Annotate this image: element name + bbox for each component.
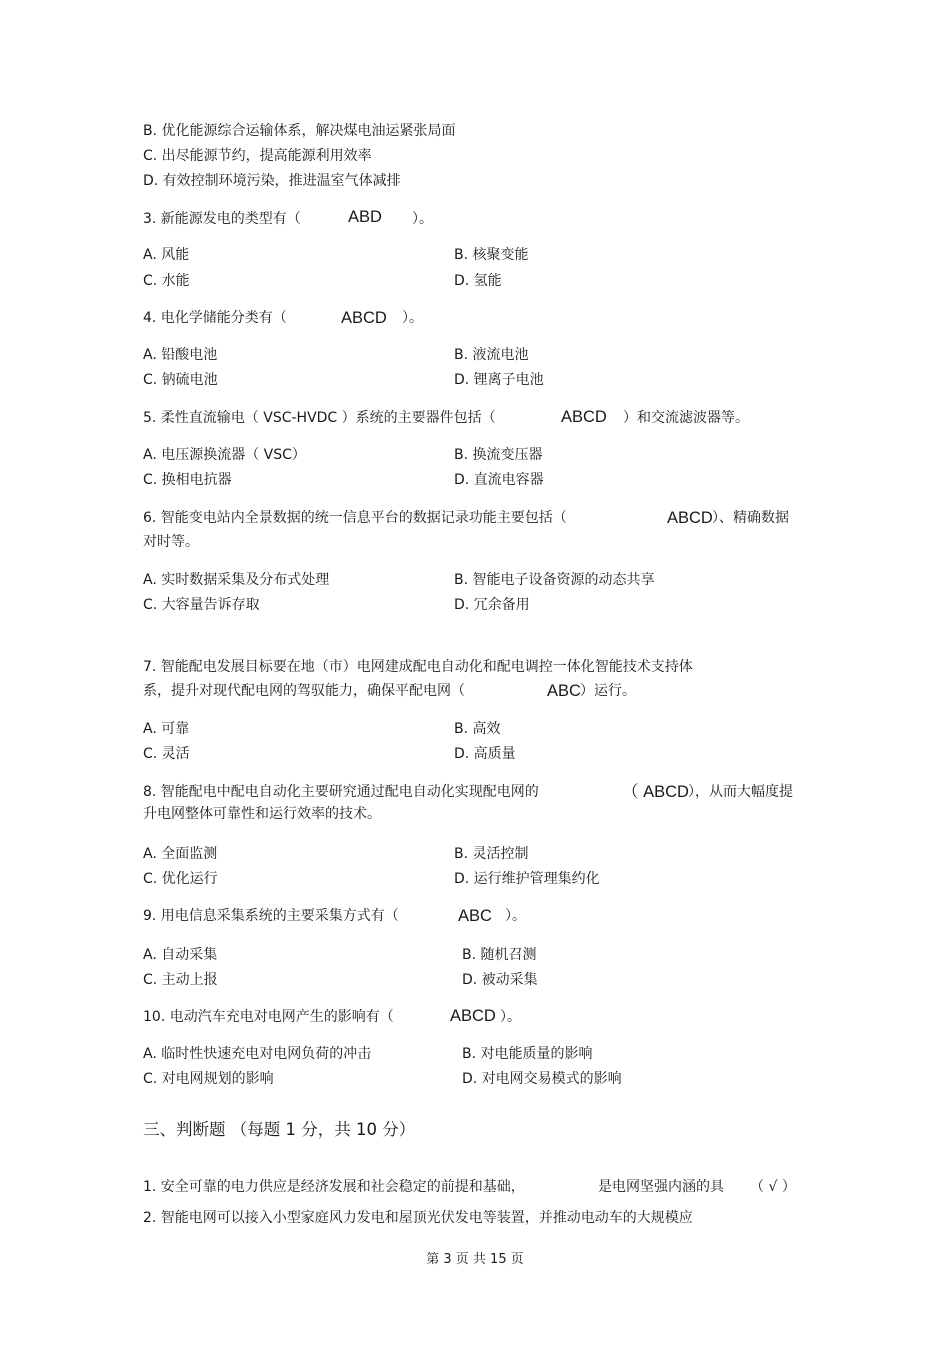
q5-stem: 5. 柔性直流输电（ VSC-HVDC ）系统的主要器件包括（ — [143, 410, 496, 426]
q4-option-a: A. 铅酸电池 — [143, 347, 218, 363]
q7-stem-line1: 7. 智能配电发展目标要在地（市）电网建成配电自动化和配电调控一体化智能技术支持体 — [143, 659, 693, 675]
q2-option-d: D. 有效控制环境污染，推进温室气体减排 — [143, 173, 401, 189]
q5-option-d: D. 直流电容器 — [454, 472, 544, 488]
q4-option-c: C. 钠硫电池 — [143, 372, 218, 388]
section-heading-judgement: 三、判断题 （每题 1 分，共 10 分） — [143, 1120, 416, 1139]
q8-option-a: A. 全面监测 — [143, 846, 218, 862]
q7-option-d: D. 高质量 — [454, 746, 516, 762]
q4-stem: 4. 电化学储能分类有（ — [143, 310, 287, 326]
q5-stem-end: ）和交流滤波器等。 — [623, 410, 749, 426]
q6-option-c: C. 大容量告诉存取 — [143, 597, 260, 613]
q8-answer: （ ABCD — [622, 783, 689, 801]
page-footer: 第 3 页 共 15 页 — [426, 1252, 524, 1267]
q10-option-c: C. 对电网规划的影响 — [143, 1071, 274, 1087]
q8-option-c: C. 优化运行 — [143, 871, 218, 887]
q7-stem-line2: 系，提升对现代配电网的驾驭能力，确保平配电网（ — [143, 683, 465, 699]
q5-option-b: B. 换流变压器 — [454, 447, 543, 463]
q7-option-c: C. 灵活 — [143, 746, 190, 762]
q10-option-a: A. 临时性快速充电对电网负荷的冲击 — [143, 1046, 372, 1062]
q10-answer: ABCD — [450, 1007, 496, 1025]
q3-option-c: C. 水能 — [143, 273, 190, 289]
q3-stem: 3. 新能源发电的类型有（ — [143, 211, 301, 227]
q9-option-d: D. 被动采集 — [462, 972, 538, 988]
q8-stem-line1: 8. 智能配电中配电自动化主要研究通过配电自动化实现配电网的 — [143, 784, 539, 800]
q6-answer: ABCD — [667, 509, 713, 527]
q7-option-a: A. 可靠 — [143, 721, 190, 737]
q3-stem-end: ）。 — [412, 211, 433, 227]
q5-option-c: C. 换相电抗器 — [143, 472, 232, 488]
j1-stem-mid: 是电网坚强内涵的具 — [598, 1179, 724, 1195]
q8-stem-line2: 升电网整体可靠性和运行效率的技术。 — [143, 806, 381, 822]
q7-stem-end: ）运行。 — [580, 683, 636, 699]
q4-answer: ABCD — [341, 309, 387, 327]
q3-answer: ABD — [348, 208, 382, 226]
q8-stem-end: ），从而大幅度提 — [688, 784, 793, 800]
q3-option-a: A. 风能 — [143, 247, 190, 263]
q8-option-d: D. 运行维护管理集约化 — [454, 871, 600, 887]
q6-option-d: D. 冗余备用 — [454, 597, 530, 613]
j2-stem: 2. 智能电网可以接入小型家庭风力发电和屋顶光伏发电等装置，并推动电动车的大规模应 — [143, 1210, 693, 1226]
q10-option-b: B. 对电能质量的影响 — [462, 1046, 593, 1062]
q9-option-a: A. 自动采集 — [143, 947, 218, 963]
q8-option-b: B. 灵活控制 — [454, 846, 529, 862]
q4-option-d: D. 锂离子电池 — [454, 372, 544, 388]
q9-stem-end: ）。 — [505, 908, 526, 924]
q6-option-b: B. 智能电子设备资源的动态共享 — [454, 572, 655, 588]
q5-answer: ABCD — [561, 408, 607, 426]
q4-option-b: B. 液流电池 — [454, 347, 529, 363]
q3-option-b: B. 核聚变能 — [454, 247, 529, 263]
q2-option-b: B. 优化能源综合运输体系，解决煤电油运紧张局面 — [143, 123, 456, 139]
q6-stem-line2: 对时等。 — [143, 534, 199, 550]
q6-stem-line1: 6. 智能变电站内全景数据的统一信息平台的数据记录功能主要包括（ — [143, 510, 567, 526]
q4-stem-end: ）。 — [402, 310, 423, 326]
j1-stem: 1. 安全可靠的电力供应是经济发展和社会稳定的前提和基础， — [143, 1179, 525, 1195]
q6-option-a: A. 实时数据采集及分布式处理 — [143, 572, 330, 588]
q9-option-c: C. 主动上报 — [143, 972, 218, 988]
q10-stem-end: ）。 — [500, 1009, 521, 1025]
q9-stem: 9. 用电信息采集系统的主要采集方式有（ — [143, 908, 399, 924]
q7-option-b: B. 高效 — [454, 721, 501, 737]
q5-option-a: A. 电压源换流器（ VSC） — [143, 447, 306, 463]
q7-answer: ABC — [547, 682, 581, 700]
q3-option-d: D. 氢能 — [454, 273, 502, 289]
q10-option-d: D. 对电网交易模式的影响 — [462, 1071, 622, 1087]
j1-answer: （ √ ） — [750, 1179, 796, 1195]
q9-option-b: B. 随机召测 — [462, 947, 537, 963]
q2-option-c: C. 出尽能源节约，提高能源利用效率 — [143, 148, 372, 164]
q6-stem-end: ）、精确数据 — [712, 510, 789, 526]
q9-answer: ABC — [458, 907, 492, 925]
q10-stem: 10. 电动汽车充电对电网产生的影响有（ — [143, 1009, 394, 1025]
